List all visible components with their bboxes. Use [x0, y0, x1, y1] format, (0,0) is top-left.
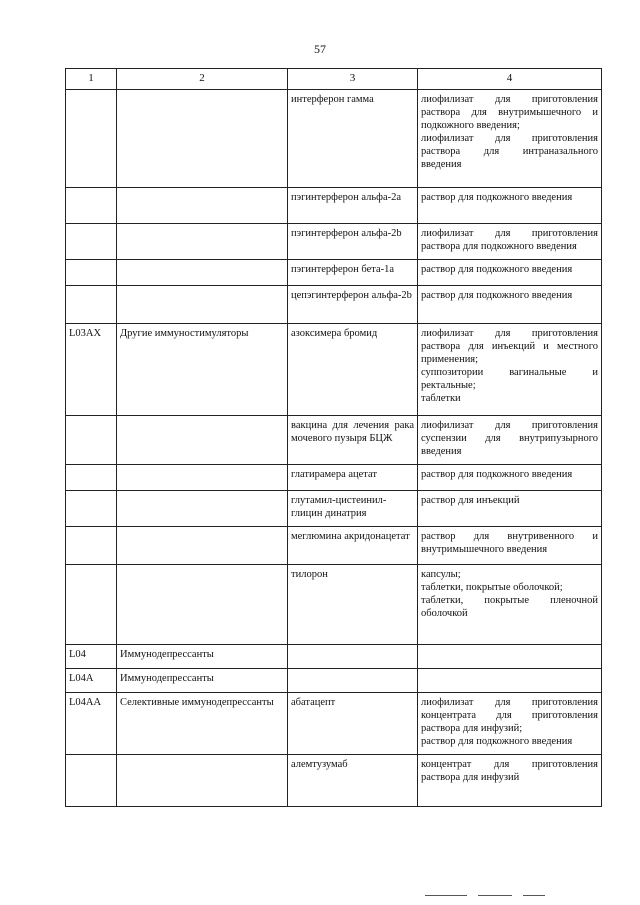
table-row [66, 416, 602, 465]
group-name-cell [117, 755, 288, 807]
table-row [66, 286, 602, 324]
dosage-form-line: лиофилизат для приготовления раствора для внутримышечного и подкожного введения; [421, 94, 598, 132]
drug-name-cell: глутамил-цистеинил-глицин динатрия [288, 491, 418, 527]
header-cell-4: 4 [418, 69, 602, 90]
dosage-forms-cell [418, 465, 602, 491]
table-row [66, 693, 602, 755]
dosage-forms-cell [418, 527, 602, 565]
drug-table [65, 68, 602, 807]
drug-name-cell: интерферон гамма [288, 90, 418, 188]
header-cell-2: 2 [117, 69, 288, 90]
header-cell-3: 3 [288, 69, 418, 90]
table-row [66, 527, 602, 565]
dosage-form-line: таблетки, покрытые оболочкой; [421, 582, 563, 594]
dosage-form-line: раствор для подкожного введения [421, 469, 573, 481]
atc-code-cell: L04A [66, 669, 117, 693]
atc-code-cell [66, 416, 117, 465]
group-name-cell: Селективные иммунодепрессанты [117, 693, 288, 755]
atc-code-cell [66, 565, 117, 645]
table-row [66, 565, 602, 645]
drug-name-cell: азоксимера бромид [288, 324, 418, 416]
table-row [66, 260, 602, 286]
group-name-cell [117, 224, 288, 260]
page-number: 57 [314, 42, 326, 56]
table-row [66, 669, 602, 693]
dosage-form-line: таблетки, покрытые пленочной оболочкой [421, 595, 598, 620]
dosage-forms-cell [418, 416, 602, 465]
atc-code-cell: L03AX [66, 324, 117, 416]
group-name-cell: Другие иммуностимуляторы [117, 324, 288, 416]
dosage-forms-cell [418, 755, 602, 807]
table-row [66, 645, 602, 669]
dosage-forms-cell [418, 224, 602, 260]
dosage-form-line: лиофилизат для приготовления раствора для интраназального введения [421, 133, 598, 171]
dosage-forms-cell [418, 645, 602, 669]
dosage-forms-cell [418, 693, 602, 755]
group-name-cell [117, 188, 288, 224]
dosage-form-line: раствор для подкожного введения [421, 192, 573, 203]
dosage-form-line: раствор для внутривенного и внутримышечного введения [421, 531, 598, 556]
drug-name-cell: абатацепт [288, 693, 418, 755]
drug-name-cell: алемтузумаб [288, 755, 418, 807]
table-row [66, 90, 602, 188]
atc-code-cell [66, 465, 117, 491]
dosage-forms-cell [418, 90, 602, 188]
group-name-cell [117, 527, 288, 565]
dosage-form-line: капсулы; [421, 569, 461, 581]
group-name-cell [117, 416, 288, 465]
group-name-cell [117, 90, 288, 188]
group-name-cell [117, 260, 288, 286]
dosage-forms-cell [418, 260, 602, 286]
atc-code-cell: L04AA [66, 693, 117, 755]
group-name-cell: Иммунодепрессанты [117, 669, 288, 693]
dosage-forms-cell [418, 286, 602, 324]
dosage-form-line: раствор для инъекций [421, 495, 520, 507]
table-row [66, 491, 602, 527]
dosage-form-line: лиофилизат для приготовления концентрата для приготовления раствора для инфузий; [421, 697, 598, 735]
drug-name-cell: глатирамера ацетат [288, 465, 418, 491]
dosage-forms-cell [418, 565, 602, 645]
drug-name-cell [288, 669, 418, 693]
table-row [66, 188, 602, 224]
drug-name-cell: меглюмина акридонацетат [288, 527, 418, 565]
dosage-forms-cell [418, 188, 602, 224]
atc-code-cell [66, 755, 117, 807]
atc-code-cell [66, 491, 117, 527]
atc-code-cell [66, 90, 117, 188]
dosage-form-line: лиофилизат для приготовления раствора для инъекций и местного применения; [421, 328, 598, 366]
drug-name-cell: вакцина для лечения рака мочевого пузыря БЦЖ [288, 416, 418, 465]
dosage-form-line: суппозитории вагинальные и ректальные; [421, 367, 598, 392]
dosage-form-line: концентрат для приготовления раствора для инфузий [421, 759, 598, 784]
table-row [66, 755, 602, 807]
dosage-forms-cell [418, 324, 602, 416]
dosage-form-line: раствор для подкожного введения [421, 736, 573, 748]
table-row [66, 465, 602, 491]
table-row [66, 224, 602, 260]
atc-code-cell [66, 188, 117, 224]
group-name-cell [117, 286, 288, 324]
table-header-row [66, 69, 602, 90]
footer-mark [478, 895, 512, 896]
dosage-form-line: раствор для подкожного введения [421, 264, 573, 276]
group-name-cell: Иммунодепрессанты [117, 645, 288, 669]
dosage-form-line: раствор для подкожного введения [421, 290, 573, 302]
table-row [66, 324, 602, 416]
dosage-form-line: лиофилизат для приготовления суспензии для внутрипузырного введения [421, 420, 598, 458]
atc-code-cell [66, 286, 117, 324]
drug-name-cell [288, 645, 418, 669]
drug-name-cell: пэгинтерферон альфа-2b [288, 224, 418, 260]
atc-code-cell [66, 224, 117, 260]
atc-code-cell [66, 260, 117, 286]
group-name-cell [117, 491, 288, 527]
atc-code-cell: L04 [66, 645, 117, 669]
dosage-form-line: лиофилизат для приготовления раствора для подкожного введения [421, 228, 598, 253]
dosage-forms-cell [418, 491, 602, 527]
footer-mark [425, 895, 467, 896]
drug-name-cell: пэгинтерферон бета-1a [288, 260, 418, 286]
drug-name-cell: цепэгинтерферон альфа-2b [288, 286, 418, 324]
dosage-form-line: таблетки [421, 393, 461, 405]
footer-mark [523, 895, 545, 896]
atc-code-cell [66, 527, 117, 565]
drug-name-cell: пэгинтерферон альфа-2a [288, 188, 418, 224]
group-name-cell [117, 565, 288, 645]
dosage-forms-cell [418, 669, 602, 693]
drug-name-cell: тилорон [288, 565, 418, 645]
header-cell-1: 1 [66, 69, 117, 90]
group-name-cell [117, 465, 288, 491]
